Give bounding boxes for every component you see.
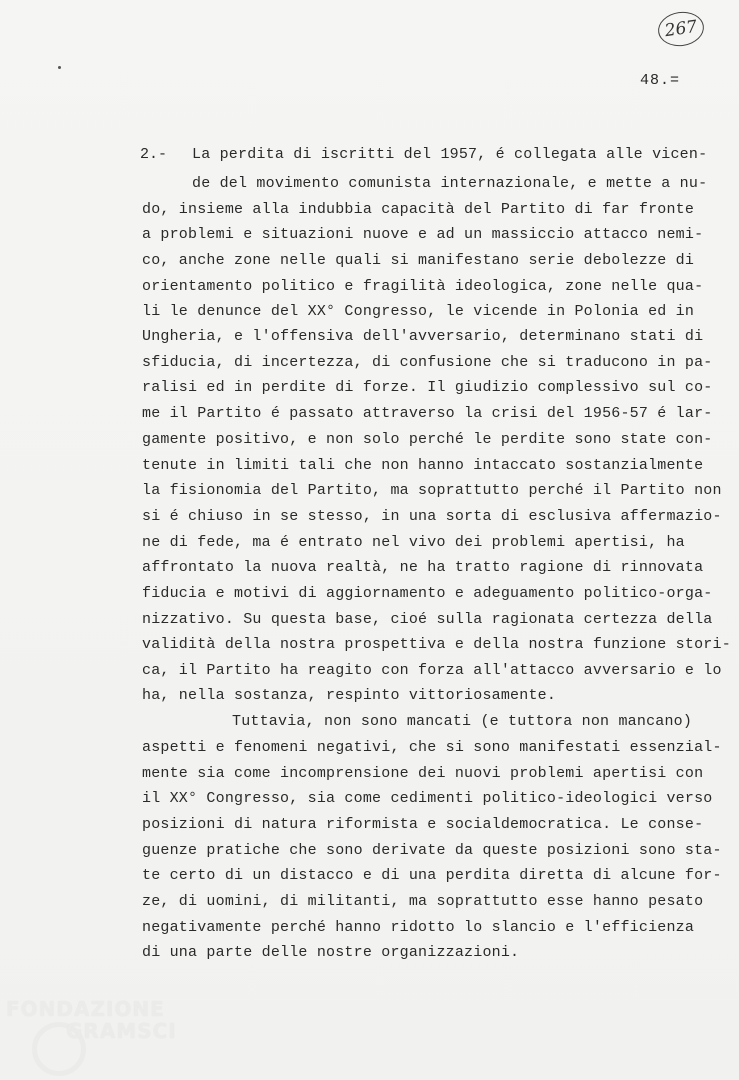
text-line: nizzativo. Su questa base, cioé sulla ragionata certezza della <box>142 611 713 628</box>
page-number: 48.= <box>640 72 681 89</box>
text-line: me il Partito é passato attraverso la crisi del 1956-57 é lar- <box>142 405 713 422</box>
ink-speck <box>58 66 61 69</box>
text-line: La perdita di iscritti del 1957, é collegata alle vicen- <box>192 146 708 163</box>
text-line: orientamento politico e fragilità ideologica, zone nelle qua- <box>142 278 704 295</box>
text-line: negativamente perché hanno ridotto lo slancio e l'efficienza <box>142 919 695 936</box>
section-number: 2.- <box>140 146 168 163</box>
text-line: aspetti e fenomeni negativi, che si sono manifestati essenzial- <box>142 739 722 756</box>
text-line: Tuttavia, non sono mancati (e tuttora non mancano) <box>232 713 693 730</box>
text-line: ca, il Partito ha reagito con forza all'attacco avversario e lo <box>142 662 722 679</box>
text-line: di una parte delle nostre organizzazioni. <box>142 944 520 961</box>
text-line: gamente positivo, e non solo perché le perdite sono state con- <box>142 431 713 448</box>
text-line: co, anche zone nelle quali si manifestano serie debolezze di <box>142 252 695 269</box>
text-line: mente sia come incomprensione dei nuovi problemi apertisi con <box>142 765 704 782</box>
text-line: la fisionomia del Partito, ma soprattutto perché il Partito non <box>142 482 722 499</box>
text-line: fiducia e motivi di aggiornamento e adeguamento politico-orga- <box>142 585 713 602</box>
watermark <box>6 998 177 1042</box>
text-line: tenute in limiti tali che non hanno intaccato sostanzialmente <box>142 457 704 474</box>
text-line: affrontato la nuova realtà, ne ha tratto ragione di rinnovata <box>142 559 704 576</box>
text-line: sfiducia, di incertezza, di confusione che si traducono in pa- <box>142 354 713 371</box>
text-line: posizioni di natura riformista e socialdemocratica. Le conse- <box>142 816 704 833</box>
text-line: guenze pratiche che sono derivate da queste posizioni sono sta- <box>142 842 722 859</box>
watermark-line-1: FONDAZIONE <box>6 997 165 1021</box>
watermark-line-2: GRAMSCI <box>66 1019 177 1043</box>
text-line: a problemi e situazioni nuove e ad un massiccio attacco nemi- <box>142 226 704 243</box>
text-line: Ungheria, e l'offensiva dell'avversario, determinano stati di <box>142 328 704 345</box>
text-line: do, insieme alla indubbia capacità del Partito di far fronte <box>142 201 695 218</box>
text-line: si é chiuso in se stesso, in una sorta di esclusiva affermazio- <box>142 508 722 525</box>
text-line: ze, di uomini, di militanti, ma soprattutto esse hanno pesato <box>142 893 704 910</box>
text-line: validità della nostra prospettiva e della nostra funzione stori- <box>142 636 731 653</box>
text-line: il XX° Congresso, sia come cedimenti politico-ideologici verso <box>142 790 713 807</box>
text-line: de del movimento comunista internazionale, e mette a nu- <box>192 175 708 192</box>
text-line: ne di fede, ma é entrato nel vivo dei problemi apertisi, ha <box>142 534 685 551</box>
archive-number-stamp: 267 <box>656 9 706 49</box>
text-line: te certo di un distacco e di una perdita diretta di alcune for- <box>142 867 722 884</box>
text-line: li le denunce del XX° Congresso, le vicende in Polonia ed in <box>142 303 695 320</box>
text-line: ralisi ed in perdite di forze. Il giudizio complessivo sul co- <box>142 379 713 396</box>
text-line: ha, nella sostanza, respinto vittoriosamente. <box>142 687 557 704</box>
